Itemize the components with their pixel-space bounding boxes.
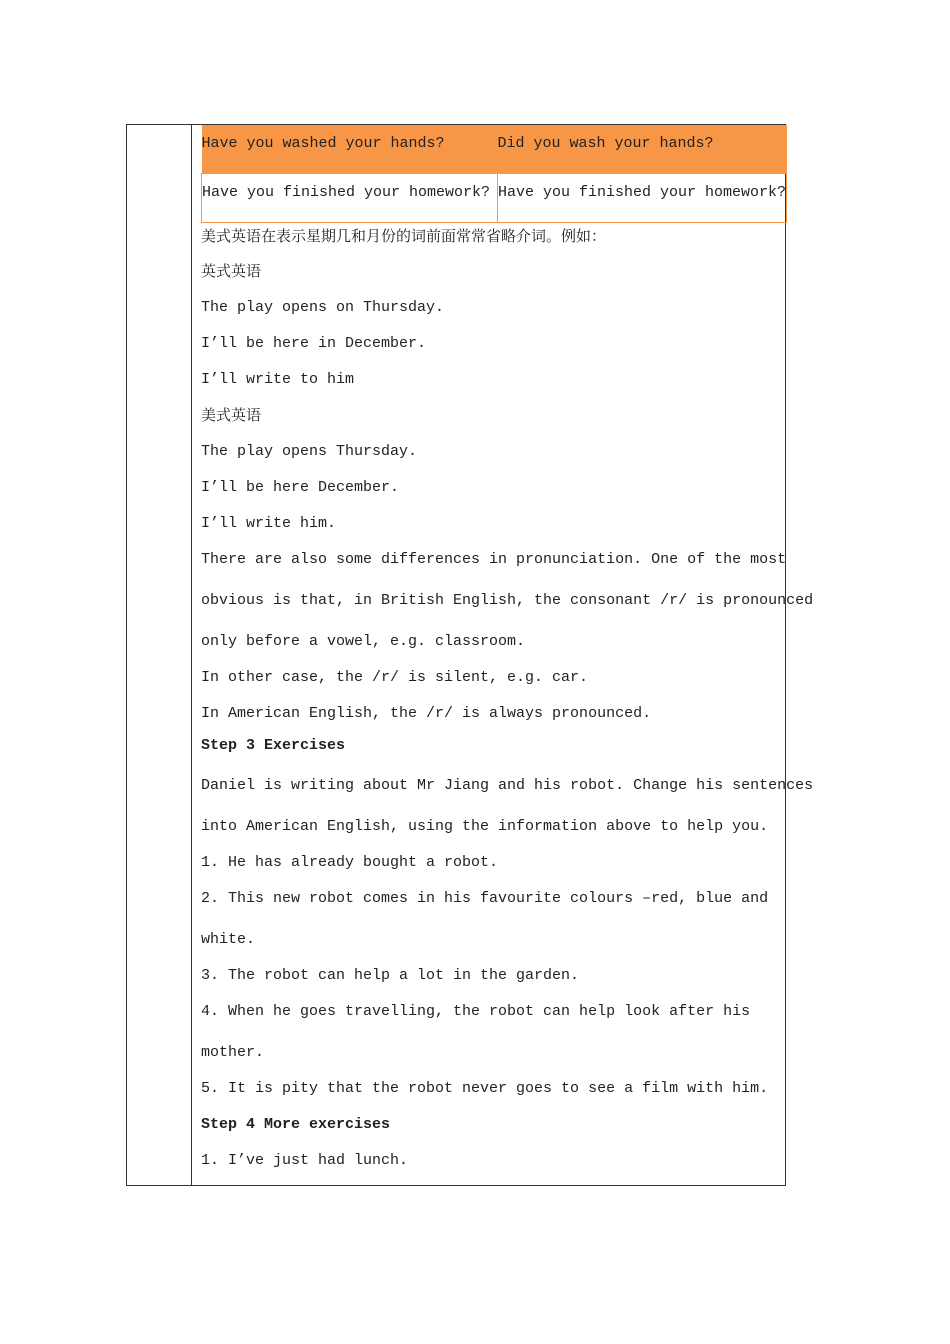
british-example: I’ll write to him	[201, 371, 355, 388]
step4-title: Step 4 More exercises	[201, 1116, 391, 1133]
pronunciation-line: obvious is that, in British English, the consonant /r/ is pronounced	[201, 592, 814, 609]
exercise-item: 1. I’ve just had lunch.	[201, 1152, 409, 1169]
pronunciation-line: There are also some differences in pronunciation. One of the most	[201, 551, 787, 568]
lesson-table	[126, 124, 814, 1186]
exercise-item: mother.	[201, 1044, 265, 1061]
row-british: Have you finished your homework?	[202, 173, 498, 222]
row-american: Have you finished your homework?	[497, 173, 786, 222]
left-column	[127, 125, 192, 1185]
pronunciation-line: In other case, the /r/ is silent, e.g. car.	[201, 669, 589, 686]
british-example: The play opens on Thursday.	[201, 299, 445, 316]
comparison-header-row	[202, 125, 787, 173]
exercise-item: 1. He has already bought a robot.	[201, 854, 499, 871]
step3-intro: Daniel is writing about Mr Jiang and his robot. Change his sentences	[201, 777, 814, 794]
comparison-table	[201, 125, 787, 223]
exercise-item: 2. This new robot comes in his favourite colours –red, blue and	[201, 890, 769, 907]
step3-intro: into American English, using the information above to help you.	[201, 818, 769, 835]
intro-text: 美式英语在表示星期几和月份的词前面常常省略介词。例如：	[201, 227, 607, 245]
exercise-item: 3. The robot can help a lot in the garden.	[201, 967, 580, 984]
american-example: I’ll write him.	[201, 515, 337, 532]
header-american: Did you wash your hands?	[497, 125, 786, 173]
pronunciation-line: In American English, the /r/ is always pronounced.	[201, 705, 652, 722]
american-example: The play opens Thursday.	[201, 443, 418, 460]
american-label: 美式英语	[201, 406, 262, 424]
british-example: I’ll be here in December.	[201, 335, 427, 352]
exercise-item: 4. When he goes travelling, the robot can help look after his	[201, 1003, 751, 1020]
american-example: I’ll be here December.	[201, 479, 400, 496]
header-british: Have you washed your hands?	[202, 125, 498, 173]
british-label: 英式英语	[201, 262, 262, 280]
exercise-item: 5. It is pity that the robot never goes to see a film with him.	[201, 1080, 769, 1097]
comparison-row	[202, 173, 787, 222]
step3-title: Step 3 Exercises	[201, 737, 346, 754]
pronunciation-line: only before a vowel, e.g. classroom.	[201, 633, 526, 650]
exercise-item: white.	[201, 931, 256, 948]
